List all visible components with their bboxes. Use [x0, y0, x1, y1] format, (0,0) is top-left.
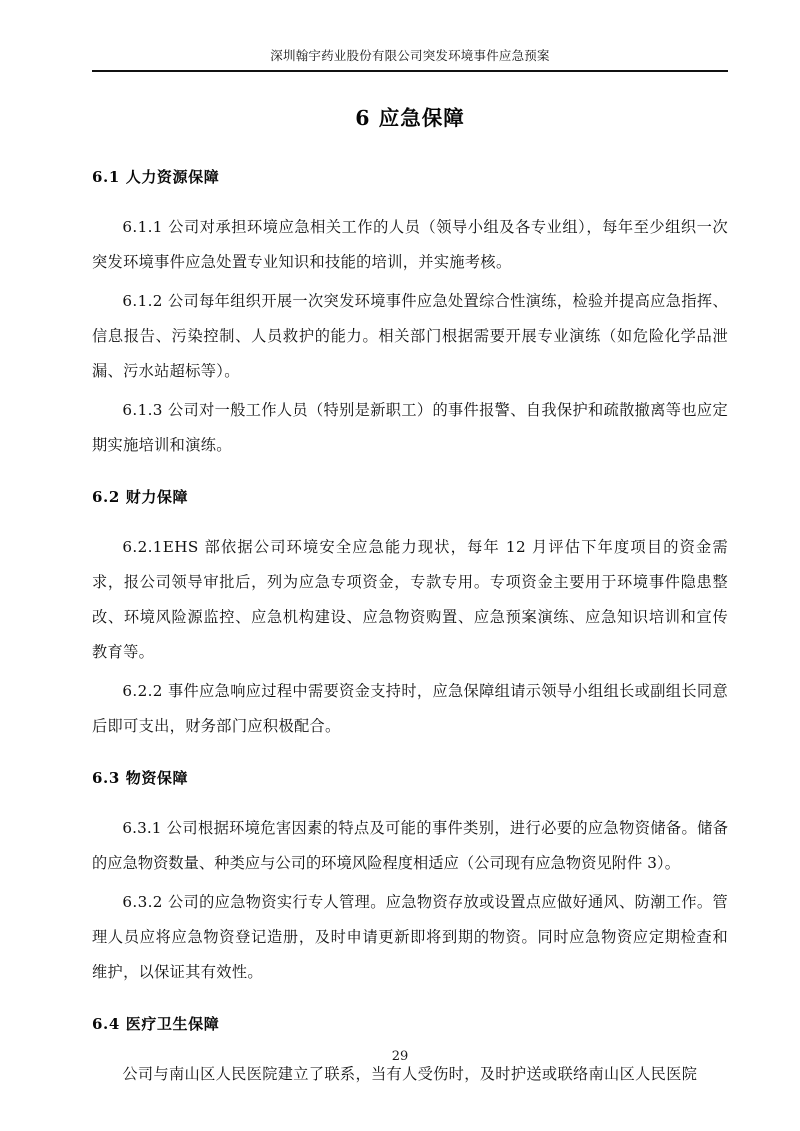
spacer: [92, 463, 728, 485]
spacer: [92, 189, 728, 210]
spacer: [92, 790, 728, 811]
spacer: [92, 133, 728, 165]
spacer: [92, 744, 728, 766]
paragraph-6-1-3: 6.1.3 公司对一般工作人员（特别是新职工）的事件报警、自我保护和疏散撤离等也应定期实施培训和演练。: [92, 401, 728, 454]
paragraph-6-2-1: 6.2.1EHS 部依据公司环境安全应急能力现状，每年 12 月评估下年度项目的资金需求，报公司领导审批后，列为应急专项资金，专款专用。专项资金主要用于环境事件隐患整改、环境风险源监控、应急机构建设、应急物资购置、应急预案演练、应急知识培训和宣传教育等。: [92, 538, 728, 661]
section-heading-6-4: 6.4 医疗卫生保障: [92, 1015, 220, 1033]
paragraph-6-1-1: 6.1.1 公司对承担环境应急相关工作的人员（领导小组及各专业组），每年至少组织一次突发环境事件应急处置专业知识和技能的培训，并实施考核。: [92, 218, 728, 271]
header-divider: [92, 70, 728, 72]
section-heading-6-1: 6.1 人力资源保障: [92, 168, 220, 186]
paragraph-6-3-2: 6.3.2 公司的应急物资实行专人管理。应急物资存放或设置点应做好通风、防潮工作。管理人员应将应急物资登记造册，及时申请更新即将到期的物资。同时应急物资应定期检查和维护，以保证其有效性。: [92, 893, 728, 981]
running-header-text: 深圳翰宇药业股份有限公司突发环境事件应急预案: [270, 48, 550, 63]
section-heading-6-2: 6.2 财力保障: [92, 488, 189, 506]
running-header: [92, 47, 728, 72]
paragraph-6-1-2: 6.1.2 公司每年组织开展一次突发环境事件应急处置综合性演练，检验并提高应急指挥、信息报告、污染控制、人员救护的能力。相关部门根据需要开展专业演练（如危险化学品泄漏、污水站超标等）。: [92, 292, 728, 380]
section-heading-6-3: 6.3 物资保障: [92, 769, 189, 787]
paragraph-6-3-1: 6.3.1 公司根据环境危害因素的特点及可能的事件类别，进行必要的应急物资储备。储备的应急物资数量、种类应与公司的环境风险程度相适应（公司现有应急物资见附件 3）。: [92, 819, 728, 872]
page-number: 29: [391, 1049, 409, 1064]
document-body: [92, 90, 728, 1092]
spacer: [92, 509, 728, 530]
page-title: 6 应急保障: [355, 106, 465, 130]
paragraph-6-4-1: 公司与南山区人民医院建立了联系，当有人受伤时，及时护送或联络南山区人民医院: [122, 1065, 698, 1083]
page-footer: [0, 1045, 800, 1066]
spacer: [92, 990, 728, 1012]
paragraph-6-2-2: 6.2.2 事件应急响应过程中需要资金支持时，应急保障组请示领导小组组长或副组长同意后即可支出，财务部门应积极配合。: [92, 682, 728, 735]
